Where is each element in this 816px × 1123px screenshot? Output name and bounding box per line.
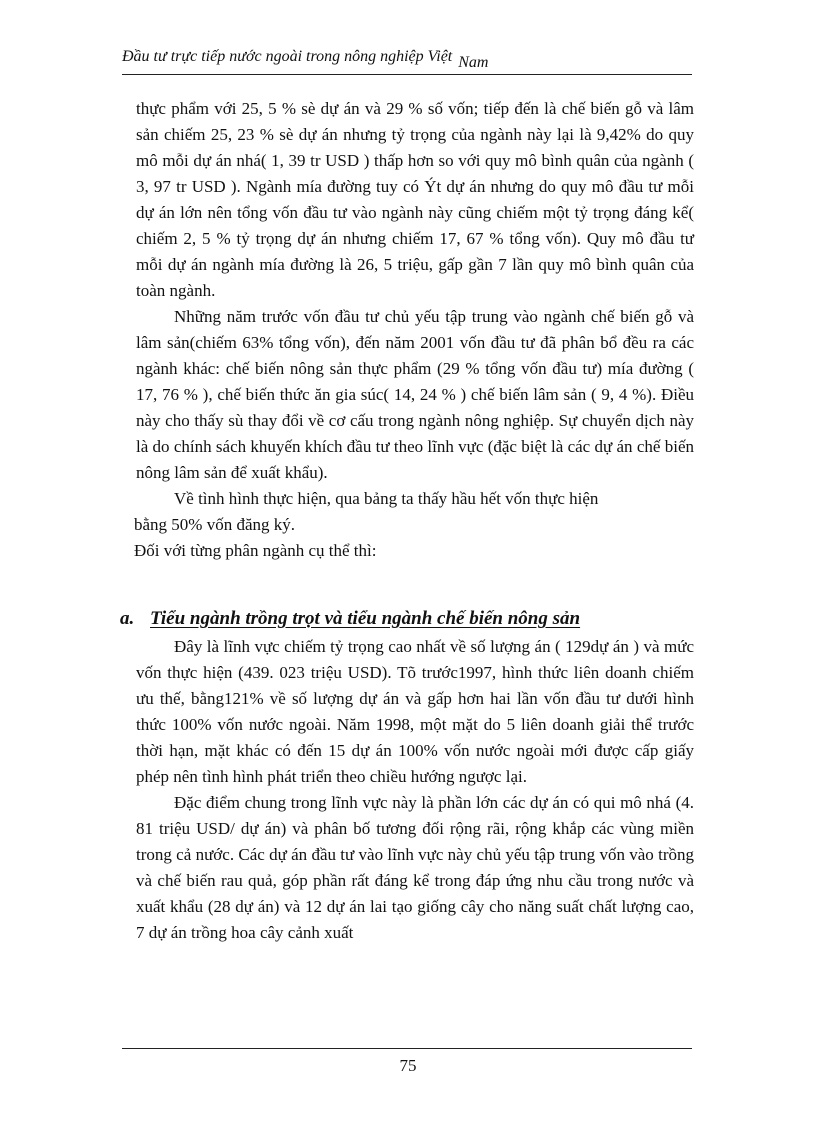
page-number: 75 — [399, 1056, 417, 1075]
paragraph-4: Đối với từng phân ngành cụ thể thì: — [134, 541, 377, 560]
paragraph-6: Đặc điểm chung trong lĩnh vực này là phần lớn các dự án có qui mô nhá (4. 81 triệu USD/ dự án) và phân bố tương đối rộng rãi, rộng khắp các vùng miền trong cả nước. Các dự án đầu tư vào lĩnh vực này chủ yếu tập trung vốn vào trồng và chế biến rau quả, góp phần rất đáng kể trong đáp ứng nhu cầu trong nước và xuất khẩu (28 dự án) và 12 dự án lai tạo giống cây cho năng suất chất lượng cao, 7 dự án trồng hoa cây cảnh xuất — [136, 793, 694, 942]
document-body — [120, 96, 694, 946]
footer-divider — [122, 1048, 692, 1049]
section-title: Tiểu ngành trồng trọt và tiểu ngành chế biến nông sản — [150, 608, 581, 629]
paragraph-3-line-2: bằng 50% vốn đăng ký. — [134, 515, 296, 534]
paragraph-1: thực phẩm với 25, 5 % sè dự án và 29 % số vốn; tiếp đến là chế biến gỗ và lâm sản chiếm 25, 23 % sè dự án nhưng tỷ trọng của ngành này lại là 9,42% do quy mô mỗi dự án nhá( 1, 39 tr USD ) thấp hơn so với quy mô bình quân của ngành ( 3, 97 tr USD ). Ngành mía đường tuy có Ýt dự án nhưng do quy mô đầu tư mỗi dự án lớn nên tổng vốn đầu tư vào ngành này cũng chiếm một tỷ trọng đáng kể( chiếm 2, 5 % tỷ trọng dự án nhưng chiếm 17, 67 % tổng vốn). Quy mô đầu tư mỗi dự án ngành mía đường là 26, 5 triệu, gấp gần 7 lần quy mô bình quân của toàn ngành. — [136, 99, 694, 300]
section-label: a. — [120, 608, 135, 629]
spacer — [136, 564, 694, 608]
header-title-tail: Nam — [458, 54, 489, 71]
header-title: Đầu tư trực tiếp nước ngoài trong nông nghiệp Việt — [122, 48, 453, 65]
running-header — [122, 48, 692, 71]
paragraph-3-line-1: Về tình hình thực hiện, qua bảng ta thấy hầu hết vốn thực hiện — [174, 489, 599, 508]
section-heading — [120, 608, 694, 630]
paragraph-5: Đây là lĩnh vực chiếm tỷ trọng cao nhất về số lượng án ( 129dự án ) và mức vốn thực hiện (439. 023 triệu USD). Tõ trước1997, hình thức liên doanh chiếm ưu thế, bằng121% về số lượng dự án và gấp hơn hai lần vốn đầu tư dưới hình thức 100% vốn nước ngoài. Năm 1998, một mặt do 5 liên doanh giải thể trước thời hạn, mặt khác có đến 15 dự án 100% vốn nước ngoài mới được cấp giấy phép nên tình hình phát triển theo chiều hướng ngược lại. — [136, 637, 694, 786]
header-divider — [122, 74, 692, 75]
paragraph-2: Những năm trước vốn đầu tư chủ yếu tập trung vào ngành chế biến gỗ và lâm sản(chiếm 63% tổng vốn), đến năm 2001 vốn đầu tư đã phân bổ đều ra các ngành khác: chế biến nông sản thực phẩm (29 % tổng vốn đầu tư) mía đường ( 17, 76 % ), chế biến thức ăn gia súc( 14, 24 % ) chế biến lâm sản ( 9, 4 %). Điều này cho thấy sù thay đổi về cơ cấu trong ngành nông nghiệp. Sự chuyển dịch này là do chính sách khuyến khích đầu tư theo lĩnh vực (đặc biệt là các dự án chế biến nông lâm sản để xuất khẩu). — [136, 307, 694, 482]
